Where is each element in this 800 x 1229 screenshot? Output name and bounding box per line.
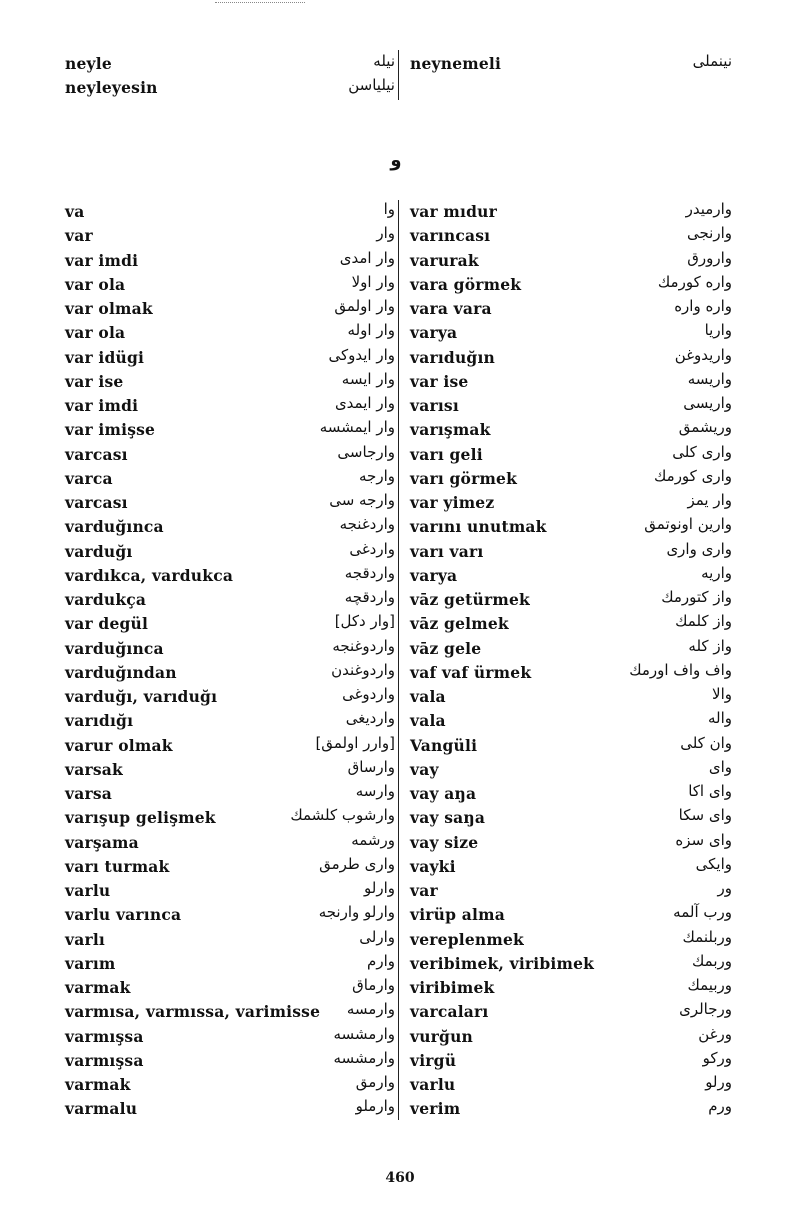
dictionary-entry	[65, 758, 395, 782]
dictionary-entry	[65, 491, 395, 515]
dictionary-entry	[65, 734, 395, 758]
entry-latin: varcası	[65, 444, 128, 464]
dictionary-entry	[410, 540, 732, 564]
dictionary-entry	[410, 782, 732, 806]
dictionary-entry	[410, 952, 732, 976]
dictionary-entry	[410, 515, 732, 539]
body-column-divider	[398, 200, 399, 1120]
dictionary-entry	[410, 467, 732, 491]
header-entry	[410, 52, 732, 76]
section-letter: و	[390, 150, 402, 171]
dictionary-entry	[410, 1000, 732, 1024]
entry-ottoman: وار ایسه	[341, 369, 395, 388]
entry-latin: varduğından	[65, 662, 177, 682]
entry-latin: varı turmak	[65, 856, 170, 876]
top-print-mark	[215, 2, 305, 6]
entry-ottoman: وربلنمك	[682, 927, 732, 946]
dictionary-entry	[65, 685, 395, 709]
entry-latin: varıncası	[410, 226, 491, 246]
entry-ottoman: وارورق	[687, 248, 732, 267]
entry-latin: vara vara	[410, 299, 492, 318]
entry-latin: verim	[410, 1099, 461, 1119]
entry-ottoman: واردوغنجه	[332, 636, 395, 655]
dictionary-entry	[65, 467, 395, 491]
dictionary-entry	[410, 321, 732, 345]
entry-latin: var	[65, 226, 93, 246]
dictionary-entry	[410, 1073, 732, 1097]
entry-ottoman: واریسه	[687, 369, 732, 388]
dictionary-entry	[410, 806, 732, 830]
dictionary-entry	[65, 1073, 395, 1097]
entry-ottoman: ورلو	[705, 1073, 732, 1091]
entry-ottoman: واری کورمك	[654, 466, 732, 485]
entry-latin: vereplenmek	[410, 929, 524, 949]
entry-latin: var degül	[65, 614, 149, 634]
dictionary-entry	[65, 418, 395, 442]
entry-ottoman: والا	[712, 685, 732, 703]
entry-latin: var yimez	[410, 493, 495, 512]
dictionary-entry	[410, 564, 732, 588]
entry-ottoman: وارشوب کلشمك	[290, 806, 395, 825]
entry-ottoman: وار	[376, 224, 395, 243]
dictionary-entry	[410, 709, 732, 733]
dictionary-entry	[410, 661, 732, 685]
entry-ottoman: ورجالری	[679, 1000, 732, 1019]
entry-latin: va	[65, 202, 85, 221]
dictionary-entry	[65, 782, 395, 806]
entry-ottoman: وار ایمدی	[334, 394, 395, 412]
entry-ottoman: ور	[717, 879, 732, 897]
entry-latin: vay aŋa	[410, 784, 477, 803]
entry-latin: vala	[410, 687, 446, 706]
dictionary-entry	[410, 394, 732, 418]
dictionary-entry	[65, 1000, 395, 1024]
entry-ottoman: وربیمك	[687, 976, 732, 994]
entry-latin: var ise	[65, 371, 124, 391]
entry-ottoman: وار امدی	[339, 248, 395, 267]
entry-ottoman: واردغنجه	[339, 515, 395, 534]
entry-ottoman: وارمیدر	[685, 200, 732, 218]
dictionary-entry	[410, 370, 732, 394]
entry-latin: var ola	[65, 323, 126, 343]
entry-latin: varlu varınca	[65, 905, 182, 925]
entry-ottoman: واف واف اورمك	[629, 660, 732, 679]
entry-latin: virüp alma	[410, 905, 505, 925]
entry-ottoman: وارماق	[352, 976, 395, 994]
dictionary-entry	[65, 903, 395, 927]
right-entry-column	[410, 200, 732, 1122]
header-right-column	[410, 52, 732, 76]
entry-ottoman: وای اکا	[688, 782, 732, 800]
dictionary-entry	[410, 612, 732, 636]
dictionary-entry	[65, 588, 395, 612]
dictionary-entry	[410, 273, 732, 297]
entry-ottoman: نیلیاسن	[348, 76, 395, 95]
entry-latin: var imdi	[65, 396, 139, 415]
entry-ottoman: وار اوله	[347, 321, 395, 340]
entry-latin: vurğun	[410, 1026, 474, 1046]
entry-latin: varya	[410, 323, 458, 343]
entry-latin: var mıdur	[410, 202, 497, 221]
entry-latin: varmalu	[65, 1099, 138, 1119]
dictionary-entry	[65, 831, 395, 855]
dictionary-entry	[65, 637, 395, 661]
dictionary-entry	[410, 855, 732, 879]
entry-latin: var imişse	[65, 420, 156, 440]
entry-latin: varduğınca	[65, 638, 164, 658]
header-entry	[65, 76, 395, 100]
entry-latin: varmışsa	[65, 1026, 144, 1046]
entry-latin: vardukça	[65, 590, 147, 609]
dictionary-entry	[410, 297, 732, 321]
entry-latin: vāz getürmek	[410, 590, 530, 609]
entry-ottoman: واره کورمك	[657, 272, 732, 291]
dictionary-entry	[410, 734, 732, 758]
entry-latin: varlu	[410, 1075, 456, 1094]
entry-latin: neyleyesin	[65, 78, 158, 98]
dictionary-entry	[65, 806, 395, 830]
entry-latin: varışmak	[410, 420, 491, 440]
entry-ottoman: وارمسه	[346, 1000, 395, 1019]
entry-latin: virgü	[410, 1050, 457, 1070]
entry-latin: Vangüli	[410, 735, 478, 755]
entry-ottoman: وارم	[367, 951, 395, 970]
entry-latin: varı varı	[410, 541, 484, 561]
entry-latin: varıdığı	[65, 711, 134, 731]
entry-ottoman: وار اولا	[351, 272, 395, 291]
entry-ottoman: واردقجه	[344, 563, 395, 582]
dictionary-entry	[65, 297, 395, 321]
entry-ottoman: وارلو	[364, 879, 395, 897]
dictionary-entry	[410, 346, 732, 370]
entry-ottoman: واره واره	[674, 297, 732, 315]
entry-latin: varı geli	[410, 444, 483, 464]
entry-latin: var	[410, 881, 438, 900]
entry-ottoman: وارمشسه	[333, 1024, 395, 1043]
dictionary-entry	[65, 394, 395, 418]
entry-latin: vāz gelmek	[410, 614, 509, 634]
entry-ottoman: وار ایمشسه	[319, 418, 395, 437]
dictionary-entry	[410, 588, 732, 612]
entry-ottoman: واریا	[704, 321, 732, 340]
entry-ottoman: وارلو وارنجه	[318, 903, 395, 922]
entry-ottoman: وای	[708, 757, 732, 776]
dictionary-entry	[65, 273, 395, 297]
entry-ottoman: واریه	[701, 563, 732, 582]
entry-latin: varcaları	[410, 1002, 489, 1022]
dictionary-entry	[410, 443, 732, 467]
entry-ottoman: وارساق	[347, 757, 395, 776]
entry-latin: var imdi	[65, 250, 139, 270]
entry-ottoman: وارملو	[355, 1097, 395, 1116]
dictionary-entry	[410, 1025, 732, 1049]
entry-latin: veribimek, viribimek	[410, 953, 595, 973]
entry-ottoman: نینملی	[692, 52, 732, 70]
entry-latin: varını unutmak	[410, 517, 547, 537]
entry-latin: varmak	[65, 1075, 131, 1094]
entry-ottoman: وارمشسه	[333, 1048, 395, 1067]
entry-ottoman: وارمق	[355, 1073, 395, 1091]
entry-latin: varurak	[410, 250, 479, 270]
entry-ottoman: وارین اونوتمق	[644, 515, 732, 534]
entry-latin: vay size	[410, 832, 479, 852]
entry-latin: var ise	[410, 371, 469, 391]
dictionary-entry	[65, 1097, 395, 1121]
entry-latin: varduğı, varıduğı	[65, 687, 218, 706]
entry-ottoman: واردغی	[349, 539, 395, 558]
entry-ottoman: واریسی	[683, 394, 732, 412]
dictionary-entry	[65, 346, 395, 370]
entry-ottoman: ورکو	[702, 1048, 732, 1067]
entry-latin: varduğı	[65, 541, 133, 561]
entry-latin: neynemeli	[410, 54, 502, 73]
entry-ottoman: واری کلی	[672, 442, 732, 461]
entry-ottoman: [وارر اولمق]	[315, 733, 395, 752]
dictionary-entry	[65, 612, 395, 636]
entry-latin: varlu	[65, 881, 111, 900]
entry-latin: var ola	[65, 274, 126, 294]
entry-ottoman: واردوغندن	[331, 660, 395, 679]
entry-latin: vay	[410, 759, 439, 779]
entry-ottoman: وربمك	[692, 951, 732, 970]
dictionary-entry	[65, 976, 395, 1000]
entry-ottoman: وای سکا	[678, 806, 732, 825]
dictionary-entry	[410, 224, 732, 248]
dictionary-entry	[65, 321, 395, 345]
entry-ottoman: وایکی	[695, 854, 732, 873]
entry-ottoman: وارجه	[359, 466, 395, 485]
entry-ottoman: ورب آلمه	[673, 903, 732, 922]
entry-latin: vara görmek	[410, 274, 522, 294]
entry-ottoman: واز کله	[688, 636, 732, 655]
entry-latin: varcası	[65, 493, 128, 512]
dictionary-entry	[65, 200, 395, 224]
entry-ottoman: نیله	[373, 52, 395, 70]
entry-latin: varur olmak	[65, 735, 173, 755]
entry-latin: varı görmek	[410, 468, 518, 488]
dictionary-entry	[410, 418, 732, 442]
entry-latin: vāz gele	[410, 638, 482, 658]
dictionary-entry	[65, 928, 395, 952]
entry-latin: varşama	[65, 832, 139, 852]
entry-ottoman: ورم	[708, 1097, 732, 1116]
entry-ottoman: وارجه سی	[329, 491, 395, 509]
entry-ottoman: وا	[383, 200, 395, 218]
dictionary-entry	[65, 1049, 395, 1073]
left-entry-column	[65, 200, 395, 1122]
entry-latin: varım	[65, 953, 116, 973]
entry-latin: vala	[410, 711, 446, 731]
entry-ottoman: وارجاسی	[337, 442, 395, 461]
entry-latin: varduğınca	[65, 517, 164, 537]
dictionary-entry	[410, 976, 732, 1000]
dictionary-entry	[410, 491, 732, 515]
entry-latin: varya	[410, 565, 458, 585]
entry-ottoman: وار یمز	[687, 491, 732, 509]
entry-ottoman: وار ایدوکی	[328, 345, 395, 364]
dictionary-entry	[410, 1097, 732, 1121]
entry-latin: vardıkca, vardukca	[65, 565, 234, 585]
entry-latin: varısı	[410, 396, 459, 415]
entry-latin: vay saŋa	[410, 808, 486, 828]
entry-ottoman: واردوغی	[342, 685, 395, 703]
header-entry	[65, 52, 395, 76]
dictionary-entry	[65, 249, 395, 273]
dictionary-entry	[410, 249, 732, 273]
page-number: 460	[385, 1170, 415, 1186]
entry-latin: viribimek	[410, 978, 495, 997]
dictionary-entry	[65, 443, 395, 467]
entry-latin: var olmak	[65, 299, 153, 318]
entry-latin: varmışsa	[65, 1050, 144, 1070]
entry-ottoman: [وار دکل]	[334, 612, 395, 631]
dictionary-entry	[65, 540, 395, 564]
dictionary-entry	[65, 515, 395, 539]
entry-ottoman: وار اولمق	[334, 297, 395, 315]
entry-ottoman: واردیغی	[345, 709, 395, 728]
entry-latin: vayki	[410, 856, 456, 876]
dictionary-entry	[65, 879, 395, 903]
entry-latin: varlı	[65, 929, 105, 949]
entry-latin: neyle	[65, 54, 112, 73]
entry-ottoman: وارلی	[359, 927, 395, 946]
dictionary-entry	[410, 831, 732, 855]
entry-latin: varsak	[65, 759, 123, 779]
entry-ottoman: واری طرمق	[319, 854, 395, 873]
entry-ottoman: واری واری	[666, 539, 732, 558]
dictionary-entry	[65, 709, 395, 733]
entry-ottoman: وارسه	[355, 782, 395, 800]
dictionary-entry	[410, 685, 732, 709]
entry-ottoman: واریدوغن	[674, 345, 732, 364]
dictionary-entry	[65, 370, 395, 394]
dictionary-entry	[410, 637, 732, 661]
entry-ottoman: وارنجی	[686, 224, 732, 243]
entry-ottoman: واله	[707, 709, 732, 728]
entry-ottoman: وان کلی	[680, 733, 732, 752]
entry-ottoman: واردقچه	[344, 588, 395, 606]
dictionary-entry	[410, 200, 732, 224]
entry-latin: varıduğın	[410, 347, 496, 367]
entry-ottoman: وای سزه	[675, 830, 732, 849]
entry-latin: varışup gelişmek	[65, 808, 216, 828]
dictionary-entry	[65, 661, 395, 685]
entry-ottoman: ورغن	[698, 1024, 732, 1043]
dictionary-entry	[410, 879, 732, 903]
entry-latin: var idügi	[65, 347, 145, 367]
dictionary-entry	[65, 1025, 395, 1049]
header-column-divider	[398, 50, 399, 100]
dictionary-entry	[65, 224, 395, 248]
dictionary-entry	[410, 1049, 732, 1073]
header-left-column	[65, 52, 395, 101]
entry-latin: varmısa, varmıssa, varimisse	[65, 1002, 321, 1022]
dictionary-entry	[65, 564, 395, 588]
dictionary-entry	[65, 855, 395, 879]
dictionary-entry	[410, 928, 732, 952]
entry-ottoman: وریشمق	[678, 418, 732, 437]
dictionary-entry	[410, 758, 732, 782]
entry-latin: varsa	[65, 784, 112, 803]
entry-latin: vaf vaf ürmek	[410, 662, 532, 682]
entry-ottoman: ورشمه	[351, 830, 395, 849]
dictionary-entry	[410, 903, 732, 927]
entry-ottoman: واز کتورمك	[661, 588, 732, 606]
entry-ottoman: واز کلمك	[675, 612, 732, 631]
entry-latin: varca	[65, 468, 113, 488]
entry-latin: varmak	[65, 978, 131, 997]
dictionary-entry	[65, 952, 395, 976]
